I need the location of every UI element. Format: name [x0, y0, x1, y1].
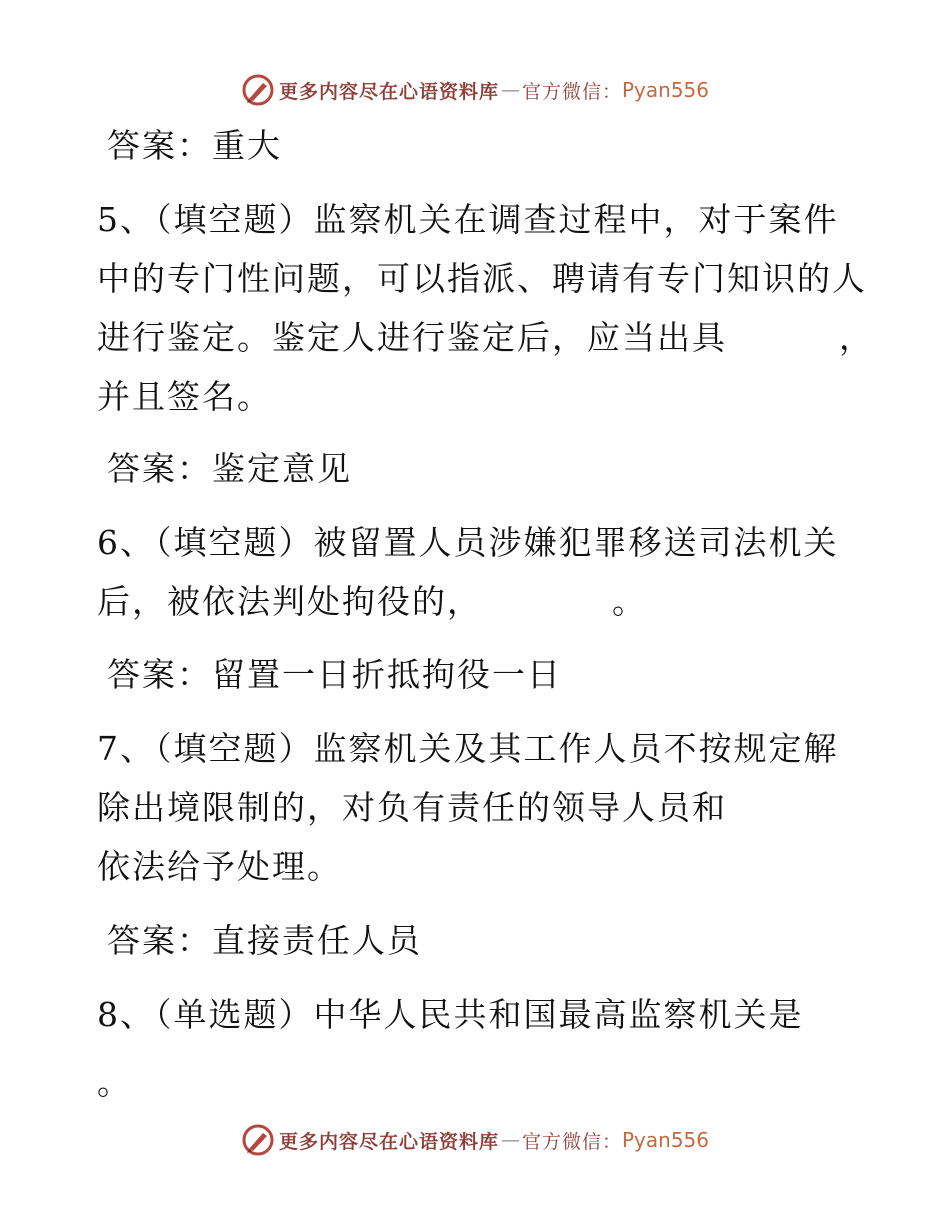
header-brand-text: 更多内容尽在心语资料库 — [278, 80, 499, 103]
pen-logo-icon — [241, 1123, 275, 1157]
question-5-line-1: 5、（填空题）监察机关在调查过程中，对于案件 — [97, 200, 839, 239]
question-6-line-2 — [97, 577, 647, 627]
pen-logo-icon — [241, 73, 275, 107]
header-banner — [0, 70, 950, 110]
footer-wechat-id: Pyan556 — [622, 1128, 710, 1152]
question-7-line-1: 7、（填空题）监察机关及其工作人员不按规定解 — [97, 729, 839, 768]
header-wechat-id: Pyan556 — [622, 78, 710, 102]
question-6-line-2-punct: 。 — [612, 582, 647, 621]
question-7-line-2: 除出境限制的，对负有责任的领导人员和 — [97, 788, 727, 827]
question-6-line-2-text: 后，被依法判处拘役的， — [97, 582, 482, 621]
footer-banner — [0, 1120, 950, 1160]
answer-5: 答案：鉴定意见 — [107, 449, 352, 488]
header-separator: — — [500, 79, 520, 101]
answer-6: 答案：留置一日折抵拘役一日 — [107, 655, 562, 694]
question-8-line-2: 。 — [97, 1063, 132, 1102]
question-7-line-3: 依法给予处理。 — [97, 847, 342, 886]
footer-separator: — — [500, 1129, 520, 1151]
footer-brand-text: 更多内容尽在心语资料库 — [278, 1130, 499, 1153]
footer-wechat-label: 官方微信： — [521, 1130, 622, 1153]
answer-7: 答案：直接责任人员 — [107, 921, 422, 960]
question-5-line-4: 并且签名。 — [97, 377, 272, 416]
question-5-line-3 — [97, 313, 874, 363]
header-wechat-label: 官方微信： — [521, 80, 622, 103]
question-5-line-3-text: 进行鉴定。鉴定人进行鉴定后，应当出具 — [97, 318, 727, 357]
question-8-line-1: 8、（单选题）中华人民共和国最高监察机关是 — [97, 995, 804, 1034]
question-5-line-3-punct: ， — [839, 318, 874, 357]
answer-4: 答案：重大 — [107, 126, 282, 165]
question-6-line-1: 6、（填空题）被留置人员涉嫌犯罪移送司法机关 — [97, 523, 839, 562]
question-5-line-2: 中的专门性问题，可以指派、聘请有专门知识的人 — [97, 259, 867, 298]
